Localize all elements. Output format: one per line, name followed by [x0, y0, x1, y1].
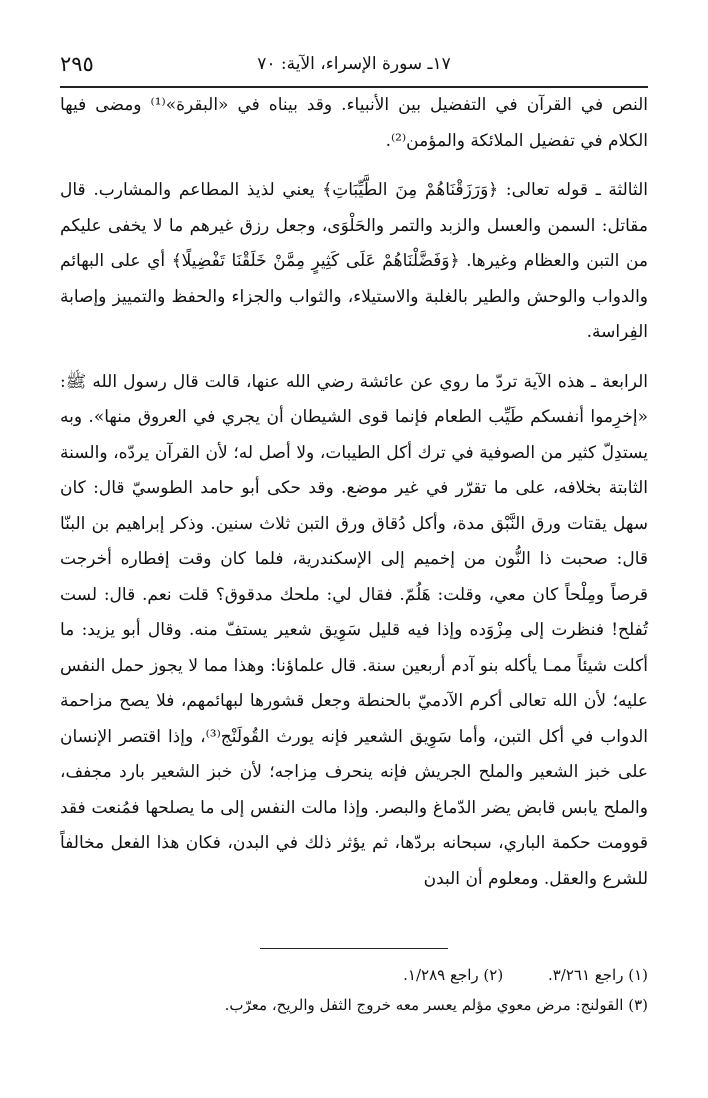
footnotes [60, 960, 648, 1020]
footnote-3: (٣) القولنج: مرض معوي مؤلم يعسر معه خروج الثفل والريح، معرّب. [224, 996, 648, 1014]
page-header [60, 48, 648, 88]
page-number: ٢٩٥ [60, 52, 94, 76]
paragraph: الرابعة ـ هذه الآية تردّ ما روي عن عائشة رضي الله عنها، قالت قال رسول الله ﷺ: «إخرِموا أنفسكم طَيِّب الطعام فإنما قوى الشيطان أن يجري في العروق منها». وبه يستدِلّ كثير من الصوفية في ترك أكل الطيبات، ولا أصل له؛ لأن القرآن يردّه، والسنة الثابتة بخلافه، على ما تقرّر في غير موضع. وقد حكى أبو حامد الطوسيّ قال: كان سهل يقتات ورق النَّبْق مدة، وأكل دُقاق ورق التبن ثلاث سنين. وذكر إبراهيم بن البنّا قال: صحبت ذا النُّون من إخميم إلى الإسكندرية، فلما كان وقت إفطاره أخرجت قرصاً ومِلْحاً كان معي، وقلت: هَلُمّ. فقال لي: ملحك مدقوق؟ قلت نعم. قال: لست تُفلح! فنظرت إلى مِزْوَده وإذا فيه قليل سَوِيق شعير يستفّ منه. وقال أبو يزيد: ما أكلت شيئاً ممـا يأكله بنو آدم أربعين سنة. قال علماؤنا: وهذا مما لا يجوز حمل النفس عليه؛ لأن الله تعالى أكرم الآدميّ بالحنطة وجعل قشورها لبهائمهم، فلا يصح مزاحمة الدواب في أكل التبن، وأما سَوِيق الشعير فإنه يورث القُولَنْج⁽³⁾، وإذا اقتصر الإنسان على خبز الشعير والملح الجريش فإنه ينحرف مِزاجه؛ لأن خبز الشعير بارد مجفف، والملح يابس قابض يضر الدّماغ والبصر. وإذا مالت النفس إلى ما يصلحها فمُنعت فقد قوومت حكمة الباري، سبحانه بردّها، ثم يؤثر ذلك في البدن، فكان هذا الفعل مخالفاً للشرع والعقل. ومعلوم أن البدن [60, 371, 648, 889]
footnote-1: (١) راجع ٣/٢٦١. [547, 966, 648, 984]
footnote-row [60, 960, 648, 990]
footnote-2: (٢) راجع ١/٢٨٩. [403, 966, 504, 984]
main-text [60, 88, 648, 897]
paragraph: الثالثة ـ قوله تعالى: ﴿وَرَزَقْنَاهُمْ مِنَ الطَّيِّبَاتِ﴾ يعني لذيذ المطاعم والمشارب. قال مقاتل: السمن والعسل والزبد والتمر والحَلْوَى، وجعل رزق غيرهم ما لا يخفى عليكم من التبن والعظام وغيرها. ﴿وَفَضَّلْنَاهُمْ عَلَى كَثِيرٍ مِمَّنْ خَلَقْنَا تَفْضِيلًا﴾ أي على البهائم والدواب والوحش والطير بالغلبة والاستيلاء، والثواب والجزاء والحفظ والتمييز وإصابة الفِراسة. [60, 180, 648, 342]
running-title: ١٧ـ سورة الإسراء، الآية: ٧٠ [257, 54, 451, 74]
paragraph: النص في القرآن في التفضيل بين الأنبياء. وقد بيناه في «البقرة»⁽¹⁾ ومضى فيها الكلام في تفضيل الملائكة والمؤمن⁽²⁾. [60, 95, 648, 151]
footnote-rule [260, 948, 448, 949]
